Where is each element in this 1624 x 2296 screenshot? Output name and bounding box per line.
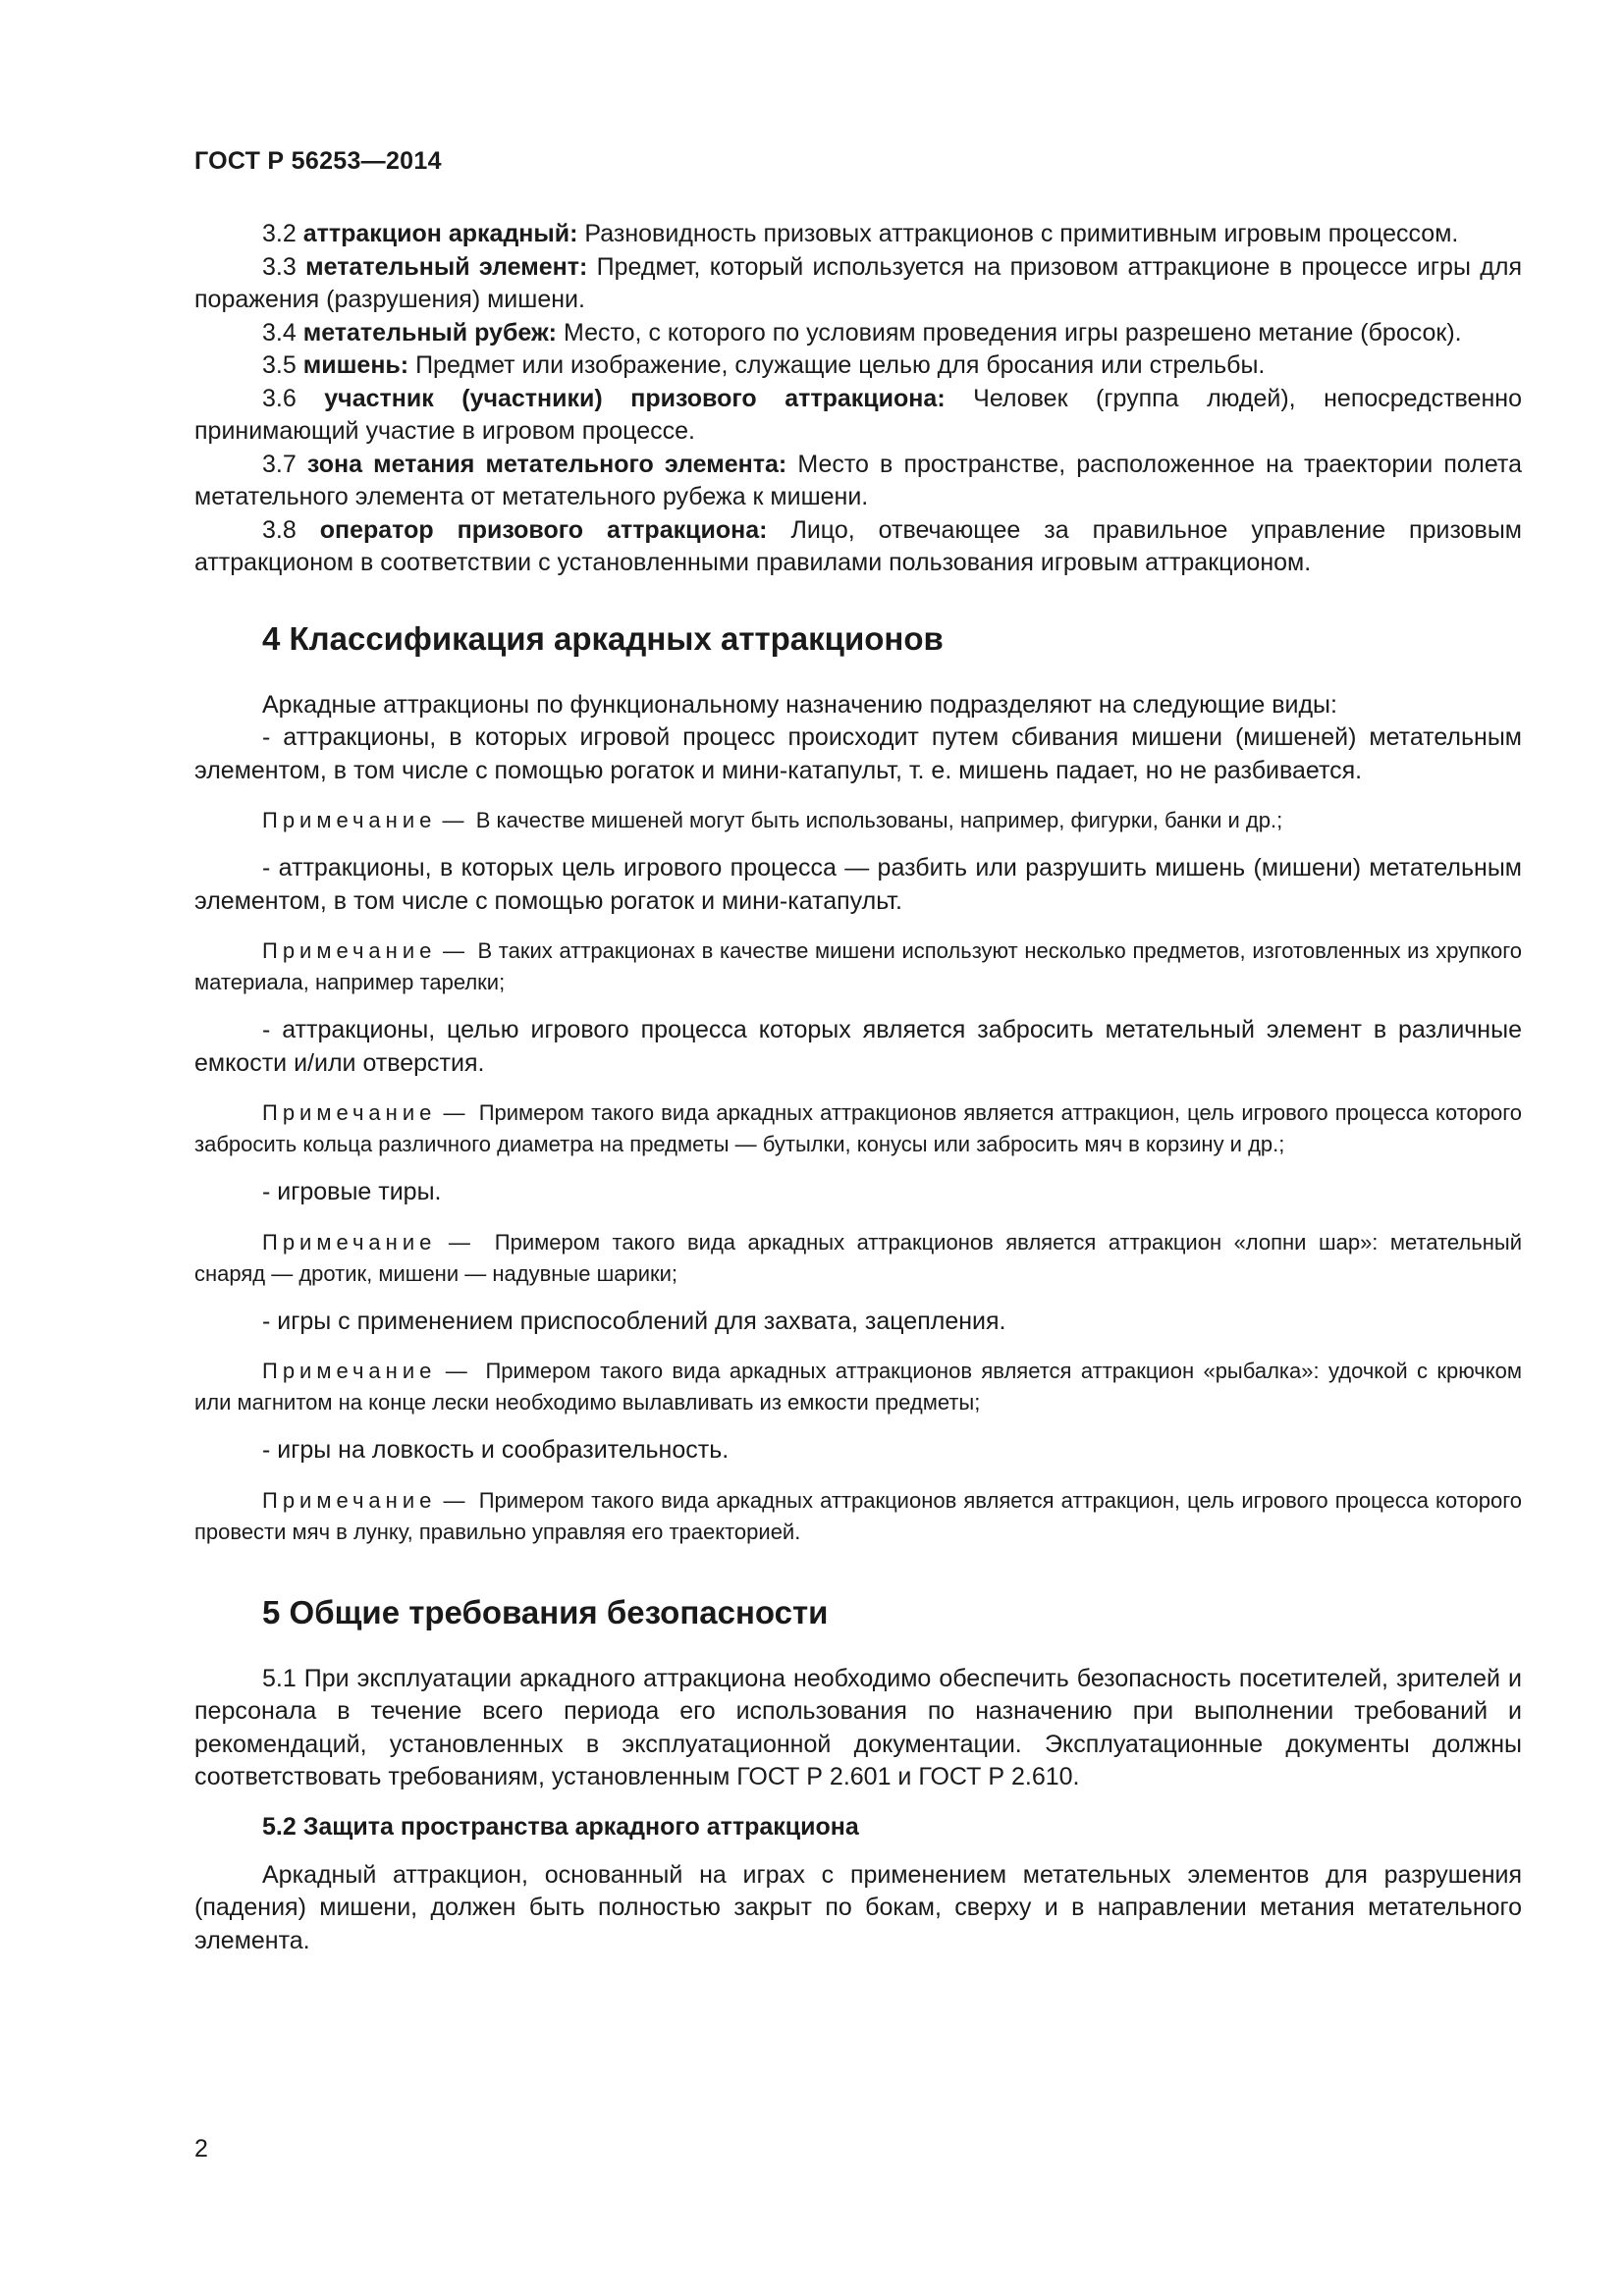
- list-item: - аттракционы, целью игрового процесса которых является забросить метательный элемент в различные емкости и/или отверстия.: [194, 1016, 1522, 1077]
- subsection-5-2-heading: 5.2 Защита пространства аркадного аттракциона: [262, 1812, 859, 1841]
- note-dash: —: [443, 938, 465, 963]
- note: [194, 1227, 1522, 1290]
- note-dash: —: [443, 1487, 465, 1513]
- page-content: [194, 218, 1522, 1957]
- definition-term: зона метания метательного элемента:: [306, 450, 787, 478]
- definition-text: Предмет, который используется на призовом аттракционе в процессе игры для поражения (разрушения) мишени.: [194, 252, 1522, 313]
- definition-number: 3.8: [262, 515, 297, 544]
- definition-number: 3.4: [262, 318, 297, 347]
- list-item: - аттракционы, в которых игровой процесс происходит путем сбивания мишени (мишеней) метательным элементом, в том числе с помощью рогаток и мини-катапульт, т. е. мишень падает, но не разбивается.: [194, 723, 1522, 784]
- note-text: В таких аттракционах в качестве мишени используют несколько предметов, изготовленных из хрупкого материала, например тарелки;: [194, 938, 1522, 994]
- definition-number: 3.5: [262, 351, 297, 379]
- definition-number: 3.2: [262, 220, 297, 247]
- section-5-heading: 5 Общие требования безопасности: [262, 1593, 829, 1630]
- section-4-heading: 4 Классификация аркадных аттракционов: [262, 619, 944, 657]
- definition-3-3: [194, 251, 1522, 317]
- note-text: Примером такого вида аркадных аттракционов является аттракцион «лопни шар»: метательный снаряд — дротик, мишени — надувные шарики;: [194, 1229, 1522, 1286]
- definition-text: Человек (группа людей), непосредственно принимающий участие в игровом процессе.: [194, 384, 1522, 445]
- note: [194, 935, 1522, 998]
- paragraph-5-2: Аркадный аттракцион, основанный на играх с применением метательных элементов для разрушения (падения) мишени, должен быть полностью закрыт по бокам, сверху и в направлении метания метательного элемента.: [194, 1860, 1522, 1954]
- definition-term: метательный рубеж:: [302, 318, 558, 347]
- note-dash: —: [445, 1359, 467, 1383]
- definition-text: Место, с которого по условиям проведения игры разрешено метание (бросок).: [563, 318, 1462, 347]
- list-item: - игровые тиры.: [262, 1178, 442, 1205]
- definition-3-2: [194, 218, 1522, 251]
- note-dash: —: [448, 1229, 470, 1255]
- note-label: Примечание: [262, 938, 437, 963]
- note-label: Примечание: [262, 1359, 437, 1383]
- definition-3-5: [194, 349, 1522, 383]
- note: [194, 1485, 1522, 1548]
- definition-term: метательный элемент:: [305, 252, 588, 281]
- definition-number: 3.3: [262, 252, 297, 281]
- definition-term: мишень:: [302, 351, 409, 379]
- definition-term: участник (участники) призового аттракциона:: [324, 384, 946, 412]
- document-header: ГОСТ Р 56253—2014: [194, 147, 442, 175]
- definition-text: Место в пространстве, расположенное на траектории полета метательного элемента от метательного рубежа к мишени.: [194, 450, 1522, 510]
- definition-3-8: [194, 514, 1522, 580]
- definition-term: аттракцион аркадный:: [302, 220, 578, 247]
- note: [194, 1097, 1522, 1160]
- list-item: - аттракционы, в которых цель игрового процесса — разбить или разрушить мишень (мишени) метательным элементом, в том числе с помощью рогаток и мини-катапульт.: [194, 854, 1522, 915]
- note: [194, 1356, 1522, 1418]
- paragraph-5-1: 5.1 При эксплуатации аркадного аттракциона необходимо обеспечить безопасность посетителей, зрителей и персонала в течение всего периода его использования по назначению при выполнении требований и рекомендаций, установленных в эксплуатационной документации. Эксплуатационные документы должны соответствовать требованиям, установленным ГОСТ Р 2.601 и ГОСТ Р 2.610.: [194, 1664, 1522, 1790]
- note-text: Примером такого вида аркадных аттракционов является аттракцион «рыбалка»: удочкой с крючком или магнитом на конце лески необходимо вылавливать из емкости предметы;: [194, 1359, 1522, 1415]
- note-dash: —: [442, 808, 464, 832]
- note-text: Примером такого вида аркадных аттракционов является аттракцион, цель игрового процесса которого забросить кольца различного диаметра на предметы — бутылки, конусы или забросить мяч в корзину и др.;: [194, 1100, 1522, 1156]
- note-text: В качестве мишеней могут быть использованы, например, фигурки, банки и др.;: [475, 808, 1283, 832]
- note-label: Примечание: [262, 1487, 437, 1513]
- section-4-intro: Аркадные аттракционы по функциональному назначению подразделяют на следующие виды:: [262, 690, 1337, 719]
- note-label: Примечание: [262, 808, 437, 832]
- definition-3-4: [194, 317, 1522, 350]
- definition-text: Лицо, отвечающее за правильное управление призовым аттракционом в соответствии с установленными правилами пользования игровым аттракционом.: [194, 515, 1522, 576]
- note-dash: —: [443, 1100, 465, 1125]
- list-item: - игры с применением приспособлений для захвата, зацепления.: [262, 1307, 1006, 1335]
- definition-text: Предмет или изображение, служащие целью для бросания или стрельбы.: [415, 351, 1266, 379]
- page-number: 2: [194, 2135, 208, 2163]
- definition-text: Разновидность призовых аттракционов с примитивным игровым процессом.: [584, 220, 1459, 247]
- definition-term: оператор призового аттракциона:: [319, 515, 768, 544]
- definition-3-7: [194, 449, 1522, 514]
- definition-number: 3.7: [262, 450, 297, 478]
- note-label: Примечание: [262, 1100, 437, 1125]
- definition-3-6: [194, 383, 1522, 449]
- note: [194, 805, 1522, 836]
- list-item: - игры на ловкость и сообразительность.: [262, 1436, 730, 1464]
- definition-number: 3.6: [262, 384, 297, 412]
- note-label: Примечание: [262, 1229, 437, 1255]
- note-text: Примером такого вида аркадных аттракционов является аттракцион, цель игрового процесса которого провести мяч в лунку, правильно управляя его траекторией.: [194, 1487, 1522, 1544]
